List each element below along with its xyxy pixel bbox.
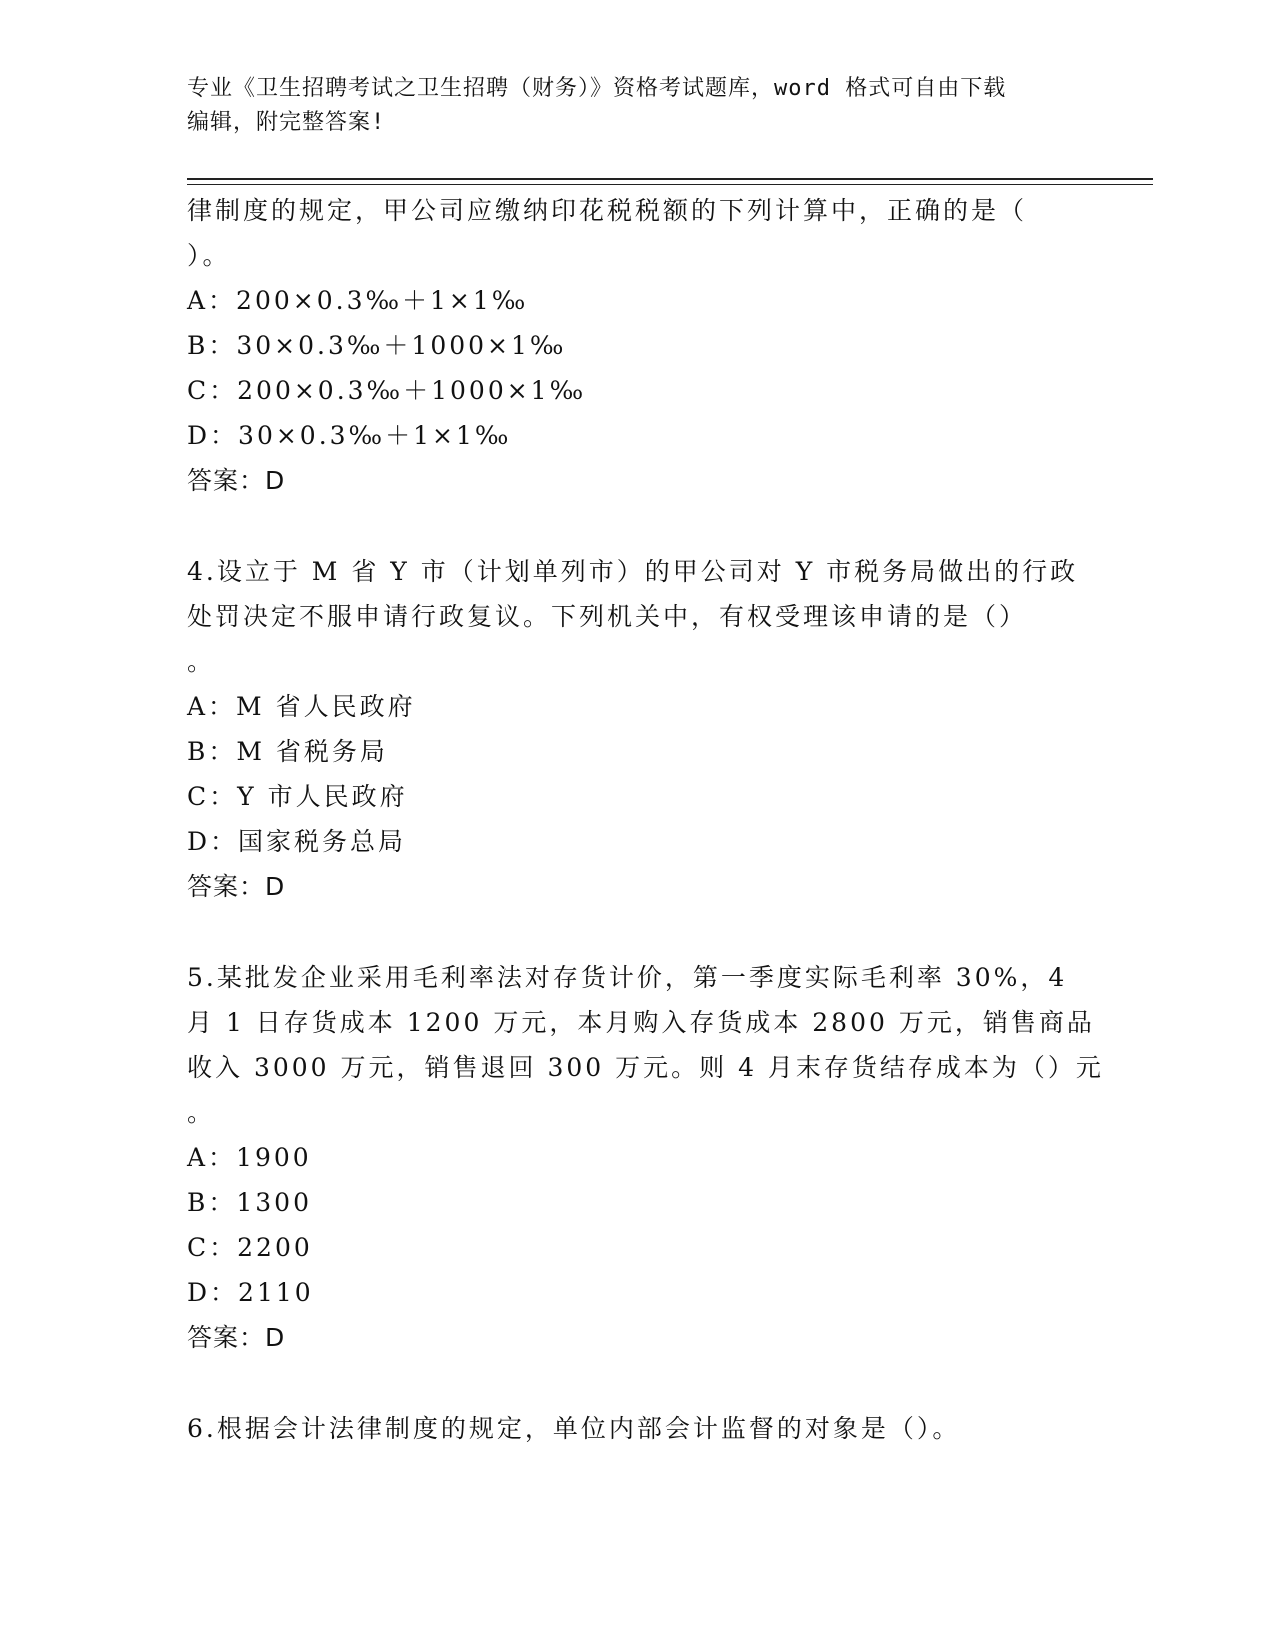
option-b: B：30×0.3‰＋1000×1‰ bbox=[187, 331, 567, 360]
question-stem-line: 6.根据会计法律制度的规定，单位内部会计监督的对象是（）。 bbox=[187, 1414, 961, 1443]
question-6 bbox=[187, 1406, 1087, 1451]
option-b: B：1300 bbox=[187, 1188, 312, 1217]
question-stem-line: 5.某批发企业采用毛利率法对存货计价，第一季度实际毛利率 30%，4 bbox=[187, 963, 1068, 992]
header-rule-thin bbox=[187, 184, 1153, 185]
option-d: D：2110 bbox=[187, 1278, 314, 1307]
header-line-1: 专业《卫生招聘考试之卫生招聘（财务）》资格考试题库，word 格式可自由下载 bbox=[187, 76, 1007, 101]
spacer bbox=[187, 909, 1087, 955]
question-stem-line: 。 bbox=[187, 1098, 216, 1127]
answer-line: 答案：D bbox=[187, 466, 286, 495]
spacer bbox=[187, 503, 1087, 549]
header-line-2: 编辑，附完整答案! bbox=[187, 110, 386, 135]
question-stem-line: 律制度的规定，甲公司应缴纳印花税税额的下列计算中，正确的是（ bbox=[187, 196, 1028, 225]
question-stem-line: 4.设立于 M 省 Y 市（计划单列市）的甲公司对 Y 市税务局做出的行政 bbox=[187, 557, 1079, 586]
answer-line: 答案：D bbox=[187, 1323, 286, 1352]
option-a: A：M 省人民政府 bbox=[187, 692, 416, 721]
document-header bbox=[187, 72, 1067, 140]
question-stem-line: 收入 3000 万元，销售退回 300 万元。则 4 月末存货结存成本为（）元 bbox=[187, 1053, 1104, 1082]
answer-line: 答案：D bbox=[187, 872, 286, 901]
option-b: B：M 省税务局 bbox=[187, 737, 388, 766]
option-d: D：30×0.3‰＋1×1‰ bbox=[187, 421, 512, 450]
question-3 bbox=[187, 188, 1087, 503]
question-stem-line: 月 1 日存货成本 1200 万元，本月购入存货成本 2800 万元，销售商品 bbox=[187, 1008, 1095, 1037]
option-c: C：200×0.3‰＋1000×1‰ bbox=[187, 376, 587, 405]
question-5 bbox=[187, 955, 1104, 1360]
document-body bbox=[187, 188, 1104, 1451]
question-stem-line: 。 bbox=[187, 647, 216, 676]
option-c: C：Y 市人民政府 bbox=[187, 782, 408, 811]
question-4 bbox=[187, 549, 1087, 909]
question-stem-line: ）。 bbox=[187, 241, 231, 270]
spacer bbox=[187, 1360, 1087, 1406]
header-rule-thick bbox=[187, 178, 1153, 180]
option-d: D：国家税务总局 bbox=[187, 827, 407, 856]
option-a: A：1900 bbox=[187, 1143, 312, 1172]
option-c: C：2200 bbox=[187, 1233, 313, 1262]
question-stem-line: 处罚决定不服申请行政复议。下列机关中，有权受理该申请的是（） bbox=[187, 602, 1028, 631]
option-a: A：200×0.3‰＋1×1‰ bbox=[187, 286, 529, 315]
